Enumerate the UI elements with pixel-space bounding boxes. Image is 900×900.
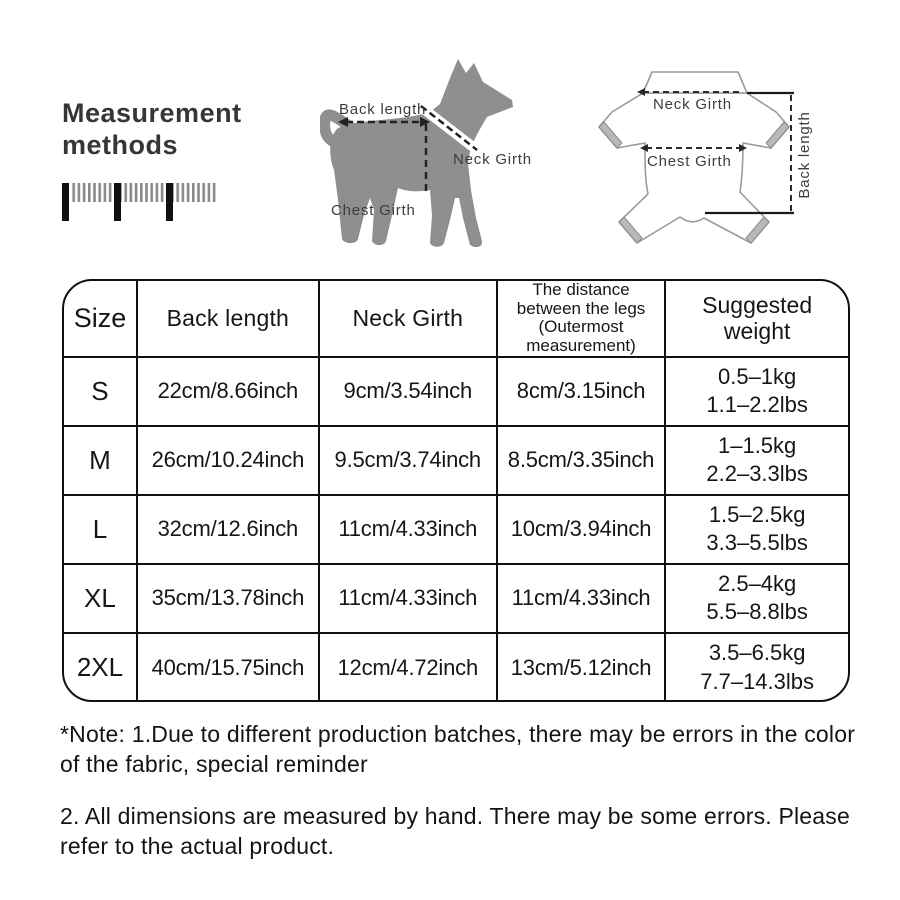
table-row [64,426,848,495]
weight-cell [665,564,848,633]
garment-collar [643,72,747,93]
ruler-small-ticks [70,183,216,202]
weight-cell [665,495,848,564]
size-cell: S [64,357,137,426]
back-length-cell: 40cm/15.75inch [137,633,319,702]
garment-neck-girth-label: Neck Girth [653,96,732,113]
weight-cell [665,426,848,495]
weight-kg: 2.5–4kg [717,570,797,596]
back-length-cell: 22cm/8.66inch [137,357,319,426]
garment-chest-girth-label: Chest Girth [647,153,732,170]
ruler-icon [62,182,222,222]
back-length-cell: 26cm/10.24inch [137,426,319,495]
neck-girth-cell: 12cm/4.72inch [319,633,497,702]
leg-distance-cell: 13cm/5.12inch [497,633,666,702]
weight-lbs: 7.7–14.3lbs [700,668,815,694]
table-row [64,564,848,633]
weight-kg: 3.5–6.5kg [708,640,806,666]
weight-lbs: 5.5–8.8lbs [706,599,808,625]
weight-kg: 1–1.5kg [717,432,797,458]
notes-section [60,720,872,884]
garment-back-length-label: Back length [796,111,813,199]
arrow-left-icon [640,144,648,152]
table-header-row [64,281,848,357]
leg-distance-cell: 8cm/3.15inch [497,357,666,426]
dog-chest-girth-label: Chest Girth [331,202,416,219]
size-cell: 2XL [64,633,137,702]
table-row [64,495,848,564]
back-length-cell: 35cm/13.78inch [137,564,319,633]
size-cell: L [64,495,137,564]
column-header-leg-distance: The distance between the legs (Outermost measurement) [497,281,666,357]
back-length-cell: 32cm/12.6inch [137,495,319,564]
size-cell: XL [64,564,137,633]
column-header-weight: Suggested weight [665,281,848,357]
ruler-tall-tick [114,183,121,221]
weight-lbs: 2.2–3.3lbs [706,461,808,487]
column-header-back-length: Back length [137,281,319,357]
note-line: *Note: 1.Due to different production batches, there may be errors in the color of the fabric, special reminder [60,721,856,777]
page-title: Measurement methods [62,98,242,160]
weight-lbs: 3.3–5.5lbs [706,530,808,556]
leg-distance-cell: 8.5cm/3.35inch [497,426,666,495]
neck-girth-cell: 11cm/4.33inch [319,564,497,633]
leg-distance-cell: 11cm/4.33inch [497,564,666,633]
table-row [64,357,848,426]
neck-girth-cell: 9.5cm/3.74inch [319,426,497,495]
neck-girth-cell: 9cm/3.54inch [319,357,497,426]
dog-diagram [320,40,580,260]
ruler-tall-tick [166,183,173,221]
size-table [62,279,850,702]
size-cell: M [64,426,137,495]
garment-diagram [598,42,828,262]
ruler-tall-tick [62,183,69,221]
column-header-neck-girth: Neck Girth [319,281,497,357]
neck-girth-cell: 11cm/4.33inch [319,495,497,564]
table-row [64,633,848,702]
weight-kg: 1.5–2.5kg [708,501,806,527]
weight-lbs: 1.1–2.2lbs [706,392,808,418]
weight-kg: 0.5–1kg [717,363,797,389]
leg-distance-cell: 10cm/3.94inch [497,495,666,564]
dog-neck-girth-label: Neck Girth [453,151,532,168]
dog-back-length-label: Back length [339,101,427,118]
column-header-size: Size [64,281,137,357]
note-line: 2. All dimensions are measured by hand. There may be some errors. Please refer to the actual product. [60,802,850,859]
weight-cell [665,633,848,702]
weight-cell [665,357,848,426]
